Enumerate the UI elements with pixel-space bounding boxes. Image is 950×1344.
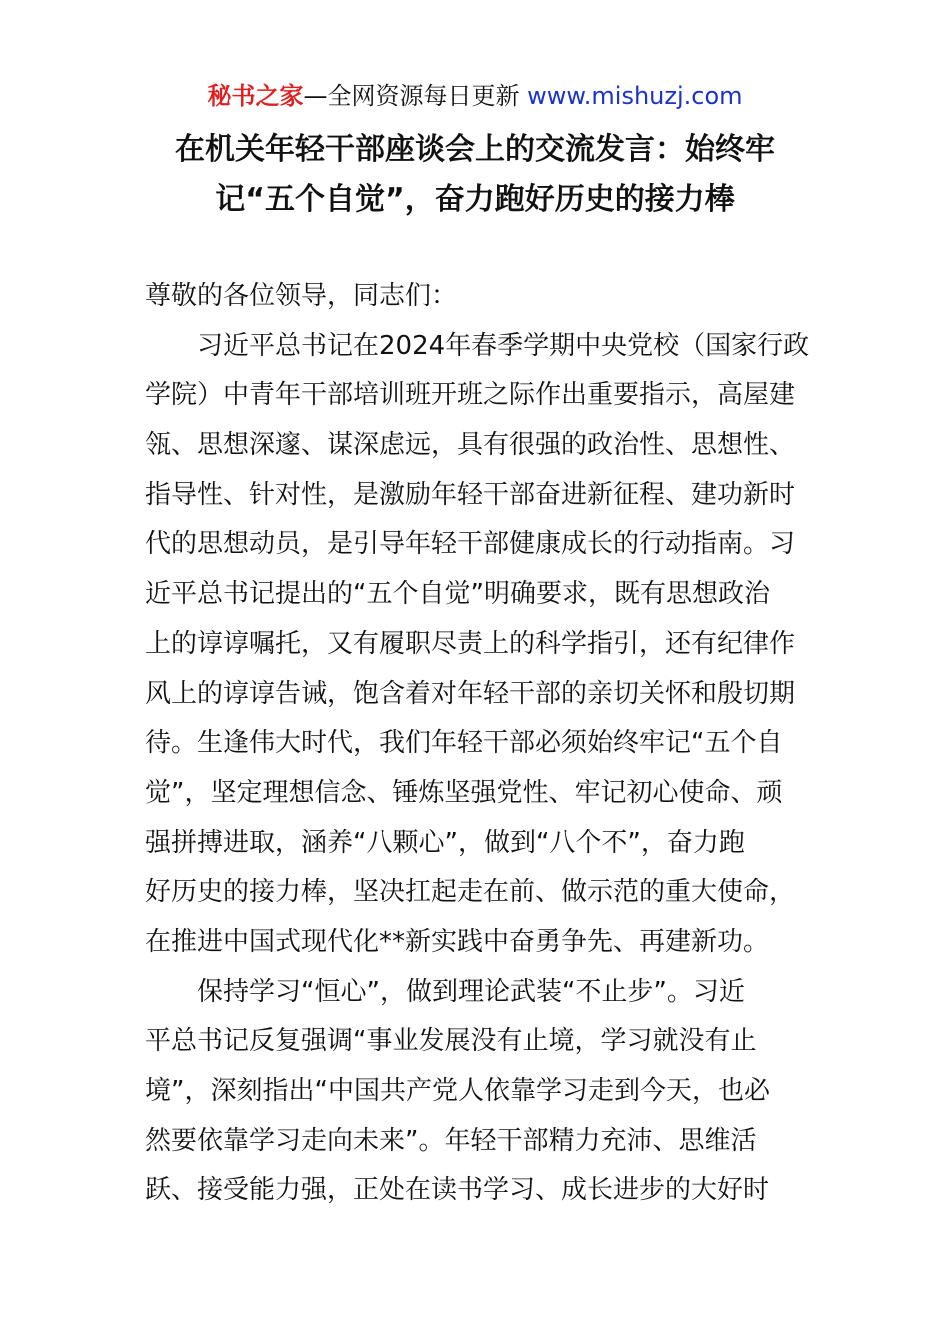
paragraph-2-line: 平总书记反复强调“事业发展没有止境，学习就没有止 — [145, 1026, 757, 1057]
document-body — [145, 272, 825, 1216]
paragraph-1-line: 上的谆谆嘱托，又有履职尽责上的科学指引，还有纪律作 — [145, 628, 796, 659]
paragraph-1-line: 强拼搏进取，涵养“八颗心”，做到“八个不”，奋力跑 — [145, 827, 745, 858]
paragraph-1-line: 近平总书记提出的“五个自觉”明确要求，既有思想政治 — [145, 579, 770, 610]
document-title — [0, 125, 950, 225]
site-url-link[interactable]: www.mishuzj.com — [527, 82, 743, 110]
paragraph-1-line: 指导性、针对性，是激励年轻干部奋进新征程、建功新时 — [145, 479, 796, 510]
paragraph-1-line: 习近平总书记在2024年春季学期中央党校（国家行政 — [197, 330, 810, 361]
header-tagline: —全网资源每日更新 — [303, 82, 528, 110]
paragraph-2-line: 保持学习“恒心”，做到理论武装“不止步”。习近 — [197, 976, 745, 1007]
paragraph-1-line: 待。生逢伟大时代，我们年轻干部必须始终牢记“五个自 — [145, 728, 783, 759]
paragraph-2-line: 然要依靠学习走向未来”。年轻干部精力充沛、思维活 — [145, 1125, 757, 1156]
paragraph-1-line: 代的思想动员，是引导年轻干部健康成长的行动指南。习 — [145, 529, 796, 560]
title-line-1: 在机关年轻干部座谈会上的交流发言：始终牢 — [175, 132, 775, 167]
paragraph-1-line: 学院）中青年干部培训班开班之际作出重要指示，高屋建 — [145, 380, 796, 411]
title-line-2: 记“五个自觉”，奋力跑好历史的接力棒 — [215, 182, 735, 217]
paragraph-2-line: 境”，深刻指出“中国共产党人依靠学习走到今天，也必 — [145, 1076, 770, 1106]
paragraph-1-line: 风上的谆谆告诫，饱含着对年轻干部的亲切关怀和殷切期 — [145, 678, 796, 709]
paragraph-1-line: 觉”，坚定理想信念、锤炼坚强党性、牢记初心使命、顽 — [145, 777, 783, 808]
paragraph-1-line: 在推进中国式现代化**新实践中奋勇争先、再建新功。 — [145, 926, 770, 957]
paragraph-1-line: 好历史的接力棒，坚决扛起走在前、做示范的重大使命， — [145, 877, 796, 908]
site-header — [0, 80, 950, 112]
paragraph-1-line: 瓴、思想深邃、谋深虑远，具有很强的政治性、思想性、 — [145, 430, 796, 461]
brand-name: 秘书之家 — [207, 82, 304, 110]
salutation-line: 尊敬的各位领导，同志们： — [145, 281, 458, 311]
paragraph-2-line: 跃、接受能力强，正处在读书学习、成长进步的大好时 — [145, 1175, 770, 1206]
